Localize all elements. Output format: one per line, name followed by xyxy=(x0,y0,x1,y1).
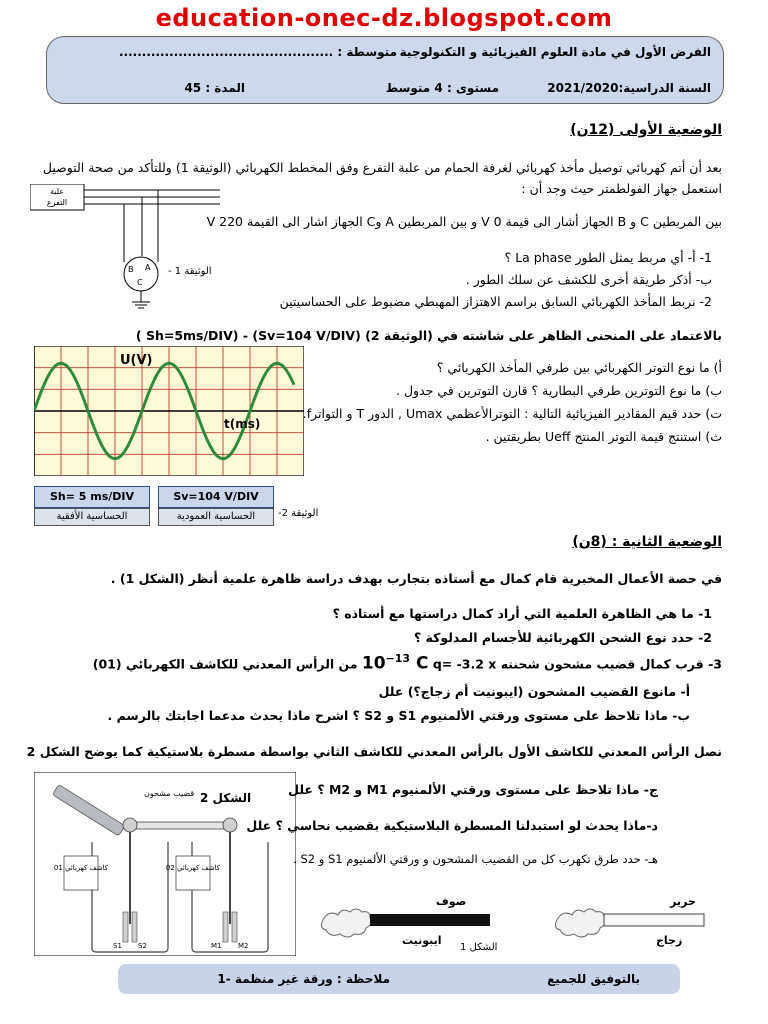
situation2-question-2: 2- حدد نوع الشحن الكهربائية للأجسام المدلوكة ؟ xyxy=(413,630,712,645)
leaf-s2-label: S2 xyxy=(138,942,147,950)
wool-cloth xyxy=(321,909,371,937)
silk-cloth xyxy=(555,909,605,937)
terminal-a: A xyxy=(145,263,151,272)
vertical-sensitivity-label: الحساسية العمودية xyxy=(158,508,274,526)
situation1-intro-1: بعد أن أتم كهربائي توصيل مأخذ كهربائي لغرفة الحمام من علبة التفرع وفق المخطط الكهربائي (الوثيقة 1) وللتأكد من صحة التوصيل xyxy=(42,160,722,175)
school-year: السنة الدراسية:2021/2020 xyxy=(547,81,711,95)
footer-wish: بالتوفيق للجميع xyxy=(547,972,640,986)
voltage-axis-label: U(V) xyxy=(120,353,153,368)
question-1b: ب- أذكر طريقة أخرى للكشف عن سلك الطور . xyxy=(465,272,712,287)
leaf-s1 xyxy=(123,912,128,942)
document2-label: الوثيقة 2- xyxy=(278,508,319,519)
detector-1-label: كاشف كهربائي 01 xyxy=(53,864,109,872)
vertical-sensitivity-value: Sv=104 V/DIV xyxy=(158,486,274,508)
situation2-question-1: 1- ما هي الظاهرة العلمية التي أراد كمال دراستها مع أستاذه ؟ xyxy=(332,606,712,621)
q3-post: من الرأس المعدني للكاشف الكهربائي (01) xyxy=(92,656,358,672)
duration: المدة : 45 xyxy=(184,81,245,95)
figure-1-label: الشكل 1 xyxy=(460,942,498,953)
electroscope-1-knob xyxy=(123,818,137,832)
figure-2-title: الشكل 2 xyxy=(200,791,252,805)
exam-header xyxy=(46,36,724,104)
wiring-diagram xyxy=(30,184,220,314)
terminal-b: B xyxy=(128,265,134,274)
situation1-title: الوضعية الأولى (12ن) xyxy=(570,122,722,138)
question-d2: د-ماذا يحدث لو استبدلنا المسطرة البلاستيكية بقضيب نحاسي ؟ علل xyxy=(246,818,658,833)
leaf-s1-label: S1 xyxy=(113,942,122,950)
situation2-question-3 xyxy=(92,652,722,674)
q3-unit: C xyxy=(416,653,429,674)
leaf-m2 xyxy=(232,912,237,942)
q3-base: 10 xyxy=(361,653,386,674)
situation2-intro: في حصة الأعمال المخبرية قام كمال مع أستاذه بتجارب بهدف دراسة ظاهرة علمية أنظر (الشكل 1) . xyxy=(110,571,722,586)
question-b: ب) ما نوع التوترين طرفي البطارية ؟ قارن التوترين في جدول . xyxy=(396,383,722,398)
time-axis-label: t(ms) xyxy=(224,417,261,431)
leaf-m2-label: M2 xyxy=(238,942,249,950)
horizontal-sensitivity-value: Sh= 5 ms/DIV xyxy=(34,486,150,508)
junction-box-label-1: علبة xyxy=(49,187,65,196)
question-1a: 1- أ- أي مربط يمثل الطور La phase ؟ xyxy=(504,250,712,265)
leaf-m1-label: M1 xyxy=(211,942,222,950)
question-c: ت) حدد قيم المقادير الفيزيائية التالية : التوترالأعظمي Umax , الدور T و التواترf. xyxy=(302,406,722,421)
electroscope-2-knob xyxy=(223,818,237,832)
detector-1-label-box xyxy=(64,856,98,890)
terminal-c: C xyxy=(137,278,143,287)
wool-label: صوف xyxy=(436,895,467,908)
plastic-ruler xyxy=(130,822,230,829)
figure-2-electroscopes xyxy=(34,772,296,956)
oscilloscope-screen xyxy=(34,346,304,476)
leaf-m1 xyxy=(223,912,228,942)
glass-label: زجاج xyxy=(656,934,683,947)
level: مستوى : 4 متوسط xyxy=(385,81,499,95)
situation2-title: الوضعية الثانية : (8ن) xyxy=(572,534,722,550)
question-a: أ) ما نوع التوتر الكهربائي بين طرفي المأخذ الكهربائي ؟ xyxy=(436,360,722,375)
voltmeter-measure: بين المربطين C و B الجهاز أشار الى قيمة V 0 و بين المربطين A وC الجهاز اشار الى القيمة V 220 xyxy=(206,214,722,229)
footer-bar xyxy=(118,964,680,994)
horizontal-sensitivity-label: الحساسية الأفقية xyxy=(34,508,150,526)
subject-title: الفرض الأول في مادة العلوم الفيزيائية و التكنولوجية xyxy=(399,45,711,59)
question-j: ج- ماذا تلاحظ على مستوى ورقتي الألمنيوم M1 و M2 ؟ علل xyxy=(288,782,658,797)
ebonite-label: ايبونيت xyxy=(402,934,442,947)
question-h: هـ- حدد طرق تكهرب كل من القضيب المشحون و ورقتي الألمنيوم S1 و S2 . xyxy=(293,852,658,866)
q3-pre: 3- قرب كمال قضيب مشحون شحنته q= -3.2 x xyxy=(432,656,722,672)
question-2: 2- نربط المأخذ الكهربائي السابق براسم الاهتزاز المهبطي مضبوط على الحساسيتين xyxy=(279,294,712,309)
footer-note: ملاحظة : ورقة غير منظمة -1 xyxy=(217,972,390,986)
detector-2-label: كاشف كهربائي 02 xyxy=(165,864,221,872)
connection-statement: نصل الرأس المعدني للكاشف الأول بالرأس المعدني للكاشف الثاني بواسطة مسطرة بلاستيكية كما يوضح الشكل 2 xyxy=(26,744,722,759)
silk-label: حرير xyxy=(670,895,696,908)
question-d: ث) استنتج قيمة التوتر المنتج Ueff بطريقتين . xyxy=(485,429,722,444)
situation2-question-3b: ب- ماذا تلاحظ على مستوى ورقتي الألمنيوم S1 و S2 ؟ اشرح ماذا يحدث مدعما اجابتك بالرسم . xyxy=(107,708,690,723)
leaf-s2 xyxy=(132,912,137,942)
site-title: education-onec-dz.blogspot.com xyxy=(155,4,613,32)
charged-rod xyxy=(52,784,125,836)
school-name: متوسطة : ............................................... xyxy=(118,45,397,59)
charged-rod-label: قضيب مشحون xyxy=(144,789,195,798)
figure-1-rubbing xyxy=(318,890,710,954)
detector-2-label-box xyxy=(176,856,210,890)
document1-label: الوثيقة 1 - xyxy=(168,266,212,277)
q3-exponent: −13 xyxy=(385,652,411,665)
junction-box-label-2: التفرع xyxy=(46,198,68,207)
situation2-question-3a: أ- مانوع القضيب المشحون (ايبونيت أم زجاج؟) علل xyxy=(378,684,690,699)
q3-power xyxy=(362,652,429,674)
glass-rod xyxy=(604,914,704,926)
situation1-intro-2: استعمل جهاز الفولطمتر حيث وجد أن : xyxy=(521,181,722,196)
oscilloscope-sensitivities: ( Sh=5ms/DIV) - (Sv=104 V/DIV) بالاعتماد على المنحنى الظاهر على شاشته في (الوثيقة 2) xyxy=(135,328,722,343)
ebonite-rod xyxy=(370,914,490,926)
